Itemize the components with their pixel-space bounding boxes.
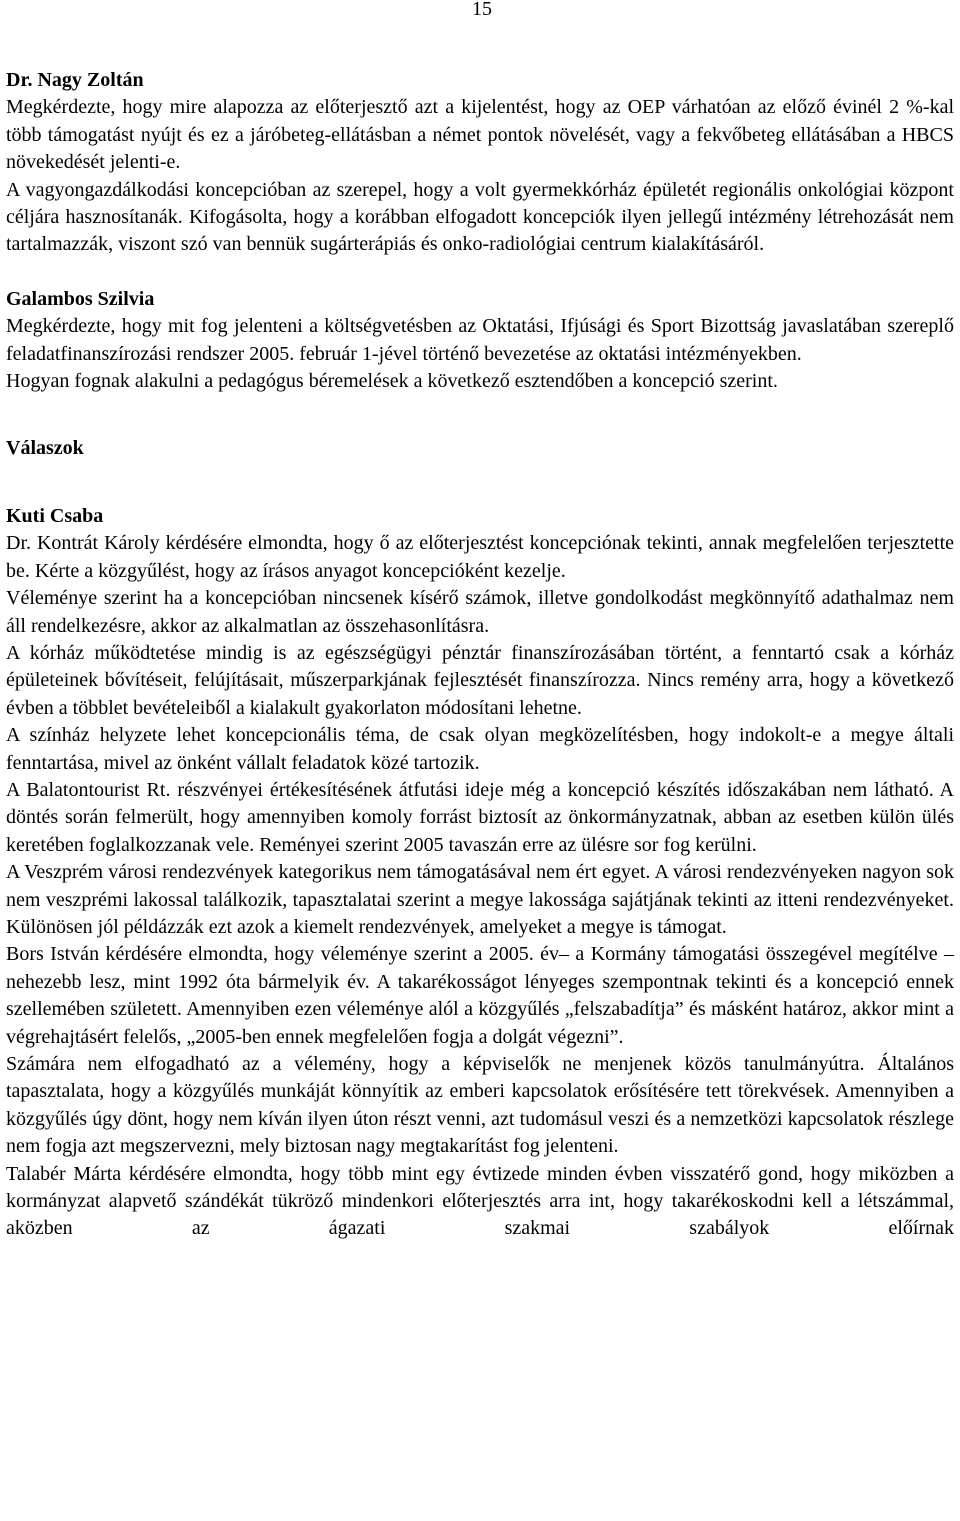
paragraph: Megkérdezte, hogy mit fog jelenteni a költségvetésben az Oktatási, Ifjúsági és Sport Bizottság javaslatában szereplő feladatfinanszírozási rendszer 2005. február 1-jével történő bevezetése az oktatási intézményekben. — [6, 315, 954, 365]
paragraph: Véleménye szerint ha a koncepcióban nincsenek kísérő számok, illetve gondolkodást megkönnyítő adathalmaz nem áll rendelkezésre, akkor az alkalmatlan az összehasonlításra. — [6, 587, 954, 637]
paragraph: Talabér Márta kérdésére elmondta, hogy több mint egy évtizede minden évben visszatérő gond, hogy miközben a kormányzat alapvető szándékát tükröző mindenkori előterjesztés arra int, hogy takarékoskodni kell a létszámmal, aközben az ágazati szakmai szabályok előírnak — [6, 1162, 954, 1240]
paragraph: Számára nem elfogadható az a vélemény, hogy a képviselők ne menjenek közös tanulmányútra. Általános tapasztalata, hogy a közgyűlés munkáját könnyítik az emberi kapcsolatok erősítésére tett törekvések. Amennyiben a közgyűlés úgy dönt, hogy nem kíván ilyen úton részt venni, azt tudomásul veszi és a nemzetközi kapcsolatok részlege nem fogja azt megszervezni, mely biztosan nagy megtakarítást fog jelenteni. — [6, 1053, 954, 1158]
paragraph: A Veszprém városi rendezvények kategorikus nem támogatásával nem ért egyet. A városi rendezvényeken nagyon sok nem veszprémi lakossal találkozik, tapasztalatai szerint a megye lakossága sajátjának tekinti az itteni rendezvényeket. Különösen jól példázzák ezt azok a kiemelt rendezvények, amelyeket a megye is támogat. — [6, 861, 954, 938]
spacer — [6, 259, 954, 286]
paragraph: A Balatontourist Rt. részvényei értékesítésének átfutási ideje még a koncepció készítés időszakában nem látható. A döntés során felmerült, hogy amennyiben komoly forrást biztosít az önkormányzatnak, abban az esetben külön ülés keretében foglalkozzanak vele. Reményei szerint 2005 tavaszán erre az ülésre sor fog kerülni. — [6, 778, 954, 856]
page-number: 15 — [472, 0, 492, 20]
paragraph: Bors István kérdésére elmondta, hogy véleménye szerint a 2005. év– a Kormány támogatási összegével megítélve – nehezebb lesz, mint 1992 óta bármelyik év. A takarékosságot lényeges szempontnak tekinti és a koncepció ennek szellemében született. Amennyiben ezen véleménye alól a közgyűlés „felszabadítja” és másként határoz, akkor mint a végrehajtásért felelős, „2005-ben ennek megfelelően fogja a dolgát végezni”. — [6, 943, 954, 1048]
speaker-name: Dr. Nagy Zoltán — [6, 69, 144, 91]
document-body — [6, 67, 954, 1243]
paragraph: Hogyan fognak alakulni a pedagógus béremelések a következő esztendőben a koncepció szerint. — [6, 370, 778, 393]
paragraph: A színház helyzete lehet koncepcionális téma, de csak olyan megközelítésben, hogy indokolt-e a megye általi fenntartása, mivel az önként vállalt feladatok közé tartozik. — [6, 724, 954, 774]
paragraph: A vagyongazdálkodási koncepcióban az szerepel, hogy a volt gyermekkórház épületét regionális onkológiai központ céljára hasznosítanák. Kifogásolta, hogy a korábban elfogadott koncepciók ilyen jellegű intézmény létrehozását nem tartalmazzák, viszont szó van bennük sugárterápiás és onko-radiológiai centrum kialakításáról. — [6, 178, 954, 256]
paragraph: Megkérdezte, hogy mire alapozza az előterjesztő azt a kijelentést, hogy az OEP várhatóan az előző évinél 2 %-kal több támogatást nyújt és ez a járóbeteg-ellátásban a német pontok növelését, vagy a fekvőbeteg ellátásában a HBCS növekedését jelenti-e. — [6, 96, 954, 174]
spacer — [6, 395, 954, 435]
paragraph: A kórház működtetése mindig is az egészségügyi pénztár finanszírozásában történt, a fenntartó csak a kórház épületeinek bővítéseit, felújításait, műszerparkjának fejlesztését finanszírozza. Nincs remény arra, hogy a következő évben a többlet bevételeiből a kialakult gyakorlaton módosítani lehetne. — [6, 641, 954, 719]
section-heading: Válaszok — [6, 437, 84, 460]
paragraph: Dr. Kontrát Károly kérdésére elmondta, hogy ő az előterjesztést koncepciónak tekinti, annak megfelelően terjesztette be. Kérte a közgyűlést, hogy az írásos anyagot koncepcióként kezelje. — [6, 532, 954, 582]
spacer — [6, 463, 954, 503]
speaker-name: Kuti Csaba — [6, 504, 104, 527]
speaker-name: Galambos Szilvia — [6, 287, 155, 310]
